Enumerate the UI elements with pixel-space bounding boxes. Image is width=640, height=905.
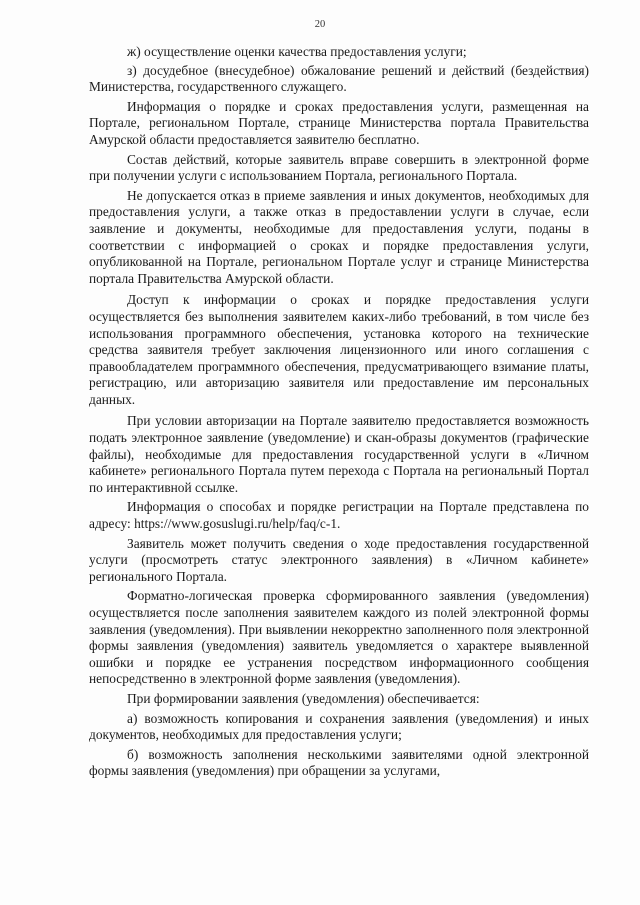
paragraph-electronic-actions: Состав действий, которые заявитель вправе совершить в электронной форме при получении услуги с использованием Портала, регионального Портала. — [89, 151, 589, 184]
paragraph-forming: При формировании заявления (уведомления) обеспечивается: — [127, 690, 480, 706]
paragraph-status: Заявитель может получить сведения о ходе предоставления государственной услуги (просмотреть статус электронного заявления) в «Личном кабинете» регионального Портала. — [89, 535, 589, 584]
paragraph-format-check: Форматно-логическая проверка сформированного заявления (уведомления) осуществляется после заполнения заявителем каждого из полей электронной формы заявления (уведомления). При выявлении некорректно заполненного поля электронной формы заявления (уведомления) заявитель уведомляется о характере выявленной ошибки и порядке ее устранения посредством информационного сообщения непосредственно в электронной форме заявления (уведомления). — [89, 588, 589, 687]
paragraph-item-zh: ж) осуществление оценки качества предоставления услуги; — [127, 44, 467, 59]
paragraph-item-b: б) возможность заполнения несколькими заявителями одной электронной формы заявления (уведомления) при обращении за услугами, — [89, 746, 589, 779]
page-number: 20 — [314, 19, 326, 30]
paragraph-info-free: Информация о порядке и сроках предоставления услуги, размещенная на Портале, региональном Портале, странице Министерства портала Правительства Амурской области предоставляется заявителю бесплатно. — [89, 98, 589, 147]
paragraph-registration-info: Информация о способах и порядке регистрации на Портале представлена по адресу: https://www.gosuslugi.ru/help/faq/c-1. — [89, 499, 589, 532]
paragraph-access-info: Доступ к информации о сроках и порядке предоставления услуги осуществляется без выполнения заявителем каких-либо требований, в том числе без использования программного обеспечения, установка которого на технические средства заявителя требует заключения лицензионного или иного соглашения с правообладателем программного обеспечения, предусматривающего взимание платы, регистрацию, или авторизацию заявителя или предоставление им персональных данных. — [89, 292, 589, 407]
paragraph-item-a: а) возможность копирования и сохранения заявления (уведомления) и иных документов, необходимых для предоставления услуги; — [89, 710, 589, 743]
document-body — [89, 44, 589, 783]
paragraph-no-refusal: Не допускается отказ в приеме заявления и иных документов, необходимых для предоставления услуги, а также отказ в предоставлении услуги в случае, если заявление и документы, необходимые для предоставления услуги, поданы в соответствии с информацией о сроках и порядке предоставления услуги, опубликованной на Портале, региональном Портале услуг и странице Министерства портала Правительства Амурской области. — [89, 187, 589, 286]
paragraph-item-z: з) досудебное (внесудебное) обжалование решений и действий (бездействия) Министерства, государственного служащего. — [89, 62, 589, 95]
paragraph-authorization: При условии авторизации на Портале заявителю предоставляется возможность подать электронное заявление (уведомление) и скан-образы документов (графические файлы), необходимые для предоставления государственной услуги в «Личном кабинете» регионального Портала путем перехода с Портала на региональный Портал по интерактивной ссылке. — [89, 413, 589, 495]
